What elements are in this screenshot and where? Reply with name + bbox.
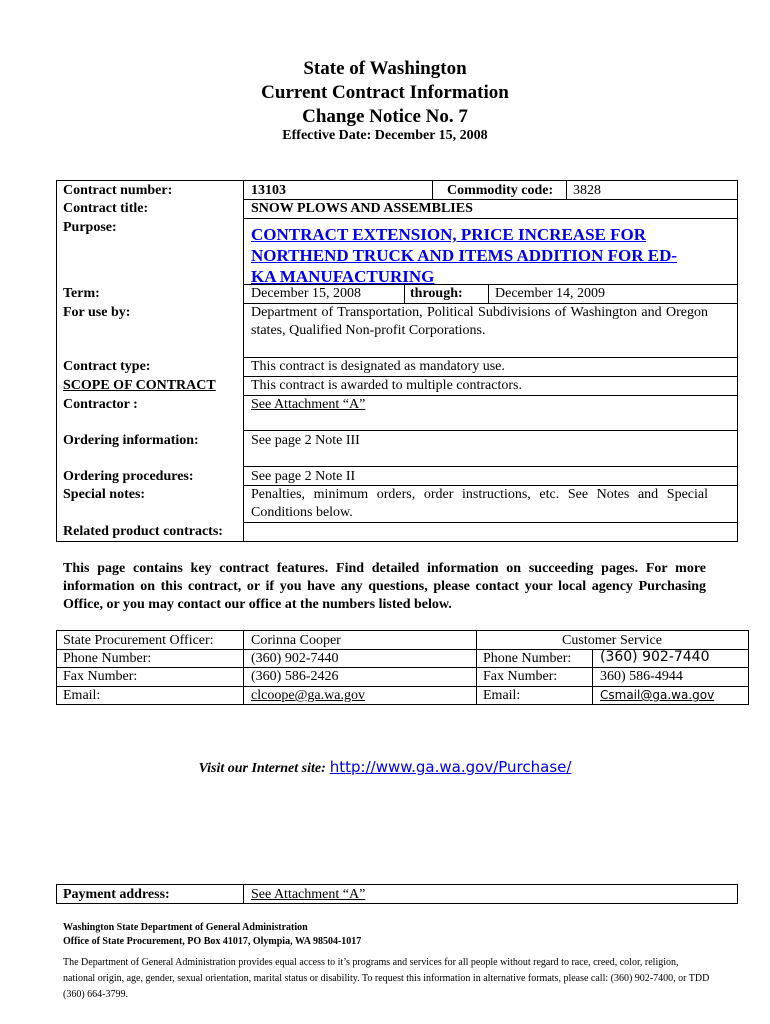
officer-fax-label: Fax Number: xyxy=(63,669,138,684)
term-label: Term: xyxy=(63,286,100,301)
officer-phone-label: Phone Number: xyxy=(63,651,152,666)
purpose-link[interactable] xyxy=(251,224,677,287)
cs-phone: (360) 902-7440 xyxy=(600,649,710,665)
purpose-line-1: CONTRACT EXTENSION, PRICE INCREASE FOR xyxy=(251,225,647,244)
contract-type-label: Contract type: xyxy=(63,359,151,374)
officer-fax: (360) 586-2426 xyxy=(251,669,339,684)
contract-type-value: This contract is designated as mandatory use. xyxy=(251,359,505,374)
payment-label: Payment address: xyxy=(63,887,170,902)
cs-email-label: Email: xyxy=(483,688,521,703)
internet-site-line xyxy=(0,758,770,777)
for-use-label: For use by: xyxy=(63,305,131,320)
for-use-value: Department of Transportation, Political Subdivisions of Washington and Oregon states, Qualified Non-profit Corporations. xyxy=(251,305,708,338)
footer-org-line-2: Office of State Procurement, PO Box 41017, Olympia, WA 98504-1017 xyxy=(63,936,362,947)
scope-value: This contract is awarded to multiple contractors. xyxy=(251,378,522,393)
ordering-procedures-value: See page 2 Note II xyxy=(251,469,356,484)
contract-title: SNOW PLOWS AND ASSEMBLIES xyxy=(251,201,473,216)
scope-label: SCOPE OF CONTRACT xyxy=(63,378,216,393)
term-start: December 15, 2008 xyxy=(251,286,362,301)
cs-email-link[interactable]: Csmail@ga.wa.gov xyxy=(600,688,715,702)
officer-email-label: Email: xyxy=(63,688,101,703)
header-line-3: Change Notice No. 7 xyxy=(302,106,468,127)
related-contracts-label: Related product contracts: xyxy=(63,524,223,539)
cs-fax: 360) 586-4944 xyxy=(600,669,683,684)
contract-number-label: Contract number: xyxy=(63,183,173,198)
cs-phone-label: Phone Number: xyxy=(483,651,572,666)
cs-fax-label: Fax Number: xyxy=(483,669,558,684)
contract-title-label: Contract title: xyxy=(63,201,149,216)
contractor-attachment-link[interactable]: See Attachment “A” xyxy=(251,397,366,412)
through-label: through: xyxy=(410,286,463,301)
contractor-label: Contractor : xyxy=(63,397,138,412)
contract-number: 13103 xyxy=(251,183,286,198)
purpose-line-3: KA MANUFACTURING xyxy=(251,267,435,286)
ordering-info-label: Ordering information: xyxy=(63,433,199,448)
customer-service-title: Customer Service xyxy=(562,633,662,648)
header-line-2: Current Contract Information xyxy=(261,82,509,103)
special-notes-value: Penalties, minimum orders, order instructions, etc. See Notes and Special Conditions below. xyxy=(251,487,708,520)
effective-date: Effective Date: December 15, 2008 xyxy=(282,128,488,143)
term-end: December 14, 2009 xyxy=(495,286,606,301)
purpose-line-2: NORTHEND TRUCK AND ITEMS ADDITION FOR ED- xyxy=(251,246,678,265)
officer-email-link[interactable]: clcoope@ga.wa.gov xyxy=(251,688,365,703)
ordering-info-value: See page 2 Note III xyxy=(251,433,360,448)
footer-org-line-1: Washington State Department of General Administration xyxy=(63,922,308,933)
purpose-label: Purpose: xyxy=(63,220,117,235)
officer-phone: (360) 902-7440 xyxy=(251,651,339,666)
footer-notice: The Department of General Administration provides equal access to it’s programs and services for all people without regard to race, creed, color, religion, national origin, age, gender, sexual orientation, marital status or disability. To request this information in alternative formats, please call: (360) 902-7400, or TDD (360) 664-3799. xyxy=(63,957,710,1000)
officer-name: Corinna Cooper xyxy=(251,633,341,648)
header-line-1: State of Washington xyxy=(303,58,467,79)
special-notes-label: Special notes: xyxy=(63,487,146,502)
internet-link[interactable]: http://www.ga.wa.gov/Purchase/ xyxy=(329,758,572,776)
officer-label: State Procurement Officer: xyxy=(63,633,214,648)
payment-attachment-link[interactable]: See Attachment “A” xyxy=(251,887,366,902)
commodity-code: 3828 xyxy=(573,183,601,198)
intro-paragraph: This page contains key contract features. Find detailed information on succeeding pages. For more information on this contract, or if you have any questions, please contact your local agency Purchasing Office, or you may contact our office at the numbers listed below. xyxy=(63,561,706,612)
internet-label: Visit our Internet site: xyxy=(198,761,326,776)
commodity-code-label: Commodity code: xyxy=(447,183,554,198)
ordering-procedures-label: Ordering procedures: xyxy=(63,469,194,484)
